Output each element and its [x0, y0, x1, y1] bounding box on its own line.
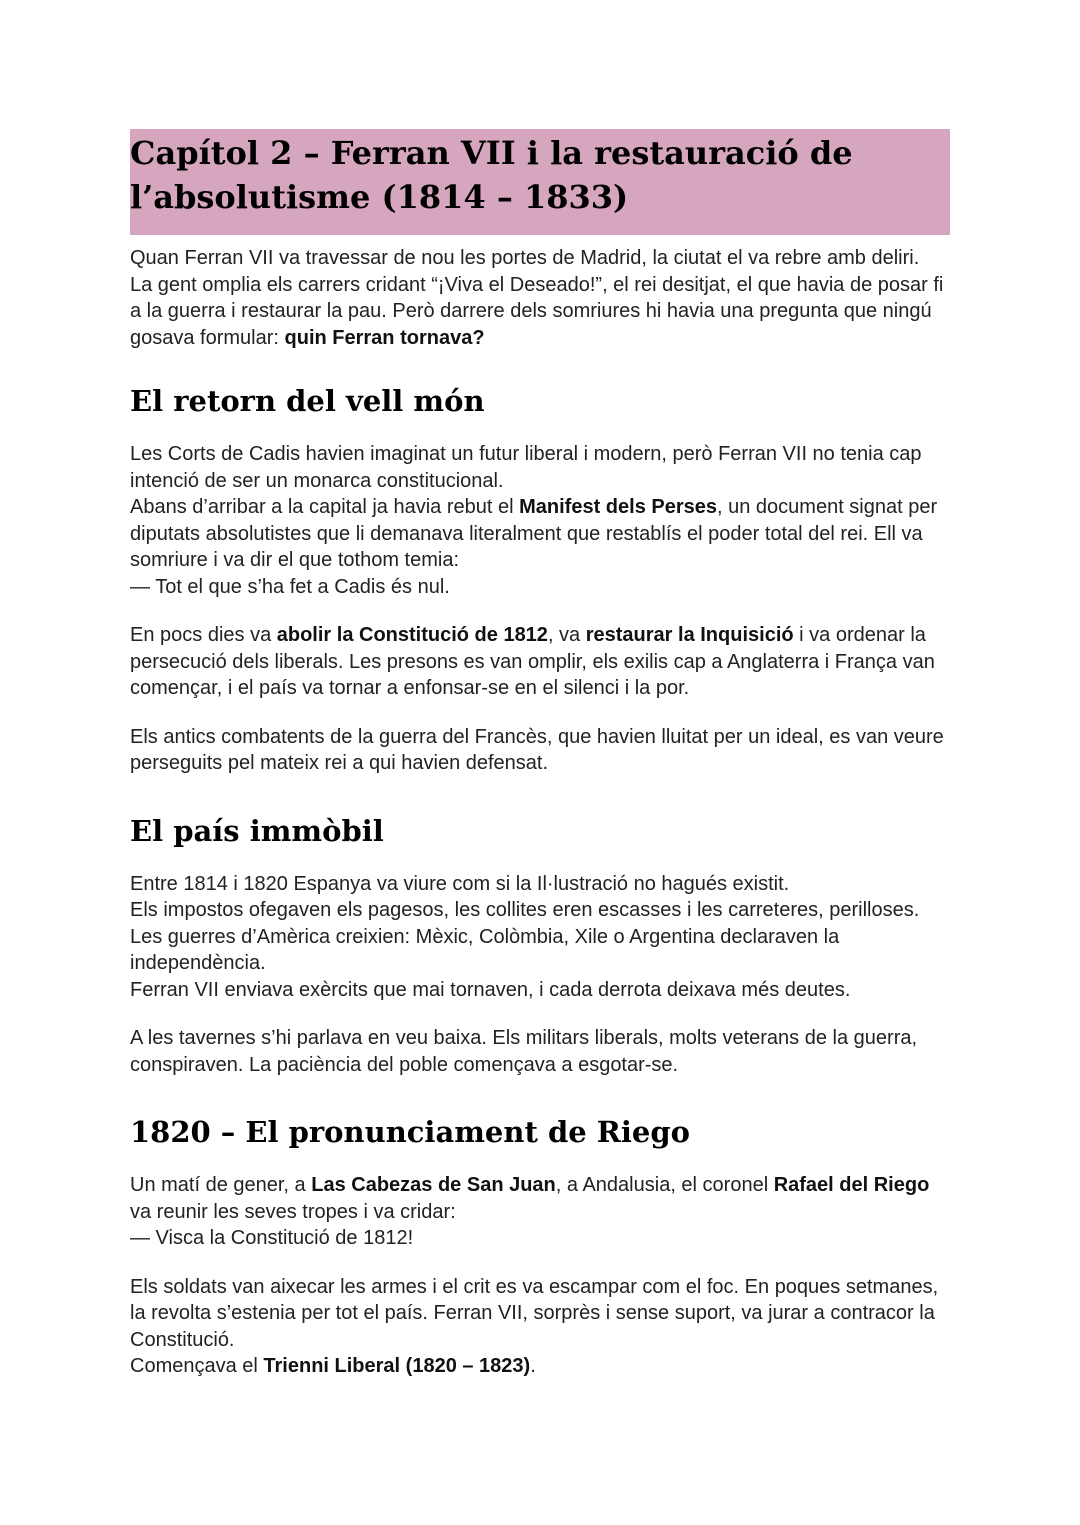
- section-heading: 1820 – El pronunciament de Riego: [130, 1115, 690, 1149]
- chapter-title-line: Capítol 2 – Ferran VII i la restauració de: [130, 134, 853, 172]
- chapter-title-line: l’absolutisme (1814 – 1833): [130, 178, 629, 216]
- paragraph: En pocs dies va abolir la Constitució de 1812, va restaurar la Inquisició i va ordenar la persecució dels liberals. Les presons es van omplir, els exilis cap a Anglaterra i França van començar, i el país va tornar a enfonsar-se en el silenci i la por.: [130, 624, 935, 699]
- bold-text: Trienni Liberal (1820 – 1823): [263, 1355, 531, 1377]
- intro-paragraph: Quan Ferran VII va travessar de nou les portes de Madrid, la ciutat el va rebre amb deliri. La gent omplia els carrers cridant “¡Viva el Deseado!”, el rei desitjat, el que havia de posar fi a la guerra i restaurar la pau. Però darrere dels somriures hi havia una pregunta que ningú gosava formular: quin Ferran tornava?: [130, 247, 944, 349]
- paragraph: Els soldats van aixecar les armes i el crit es va escampar com el foc. En poques setmanes, la revolta s’estenia per tot el país. Ferran VII, sorprès i sense suport, va jurar a contracor la Constitució. Començava el Trienni Liberal (1820 – 1823).: [130, 1275, 939, 1377]
- quote-line: — Tot el que s’ha fet a Cadis és nul.: [130, 575, 450, 598]
- bold-text: abolir la Constitució de 1812: [276, 624, 548, 646]
- paragraph: Les Corts de Cadis havien imaginat un futur liberal i modern, però Ferran VII no tenia cap intenció de ser un monarca constitucional. Abans d’arribar a la capital ja havia rebut el Manifest dels Perses, un document signat per diputats absolutistes que li demanava literalment que restablís el poder total del rei. Ell va somriure i va dir el que tothom temia: — Tot el que s’ha fet a Cadis és nul.: [130, 443, 938, 598]
- section-heading: El país immòbil: [130, 813, 384, 848]
- paragraph: A les tavernes s’hi parlava en veu baixa. Els militars liberals, molts veterans de la guerra, conspiraven. La paciència del poble començava a esgotar-se.: [130, 1027, 918, 1076]
- bold-text: quin Ferran tornava?: [284, 326, 485, 349]
- bold-text: Las Cabezas de San Juan: [311, 1174, 556, 1196]
- paragraph: Entre 1814 i 1820 Espanya va viure com si la Il·lustració no hagués existit. Els impostos ofegaven els pagesos, les collites eren escasses i les carreteres, perilloses. Les guerres d’Amèrica creixien: Mèxic, Colòmbia, Xile o Argentina declaraven la independència. Ferran VII enviava exèrcits que mai tornaven, i cada derrota deixava més deutes.: [130, 872, 920, 1001]
- section-heading: El retorn del vell món: [130, 384, 485, 418]
- document-page: [130, 129, 950, 1380]
- paragraph: Un matí de gener, a Las Cabezas de San Juan, a Andalusia, el coronel Rafael del Riego va reunir les seves tropes i va cridar: — Visca la Constitució de 1812!: [130, 1174, 930, 1249]
- paragraph: Els antics combatents de la guerra del Francès, que havien lluitat per un ideal, es van veure perseguits pel mateix rei a qui havien defensat.: [130, 725, 944, 774]
- bold-text: Manifest dels Perses: [519, 496, 717, 518]
- bold-text: restaurar la Inquisició: [585, 624, 794, 646]
- bold-text: Rafael del Riego: [773, 1174, 930, 1196]
- quote-line: — Visca la Constitució de 1812!: [130, 1227, 414, 1249]
- chapter-title: [130, 129, 950, 235]
